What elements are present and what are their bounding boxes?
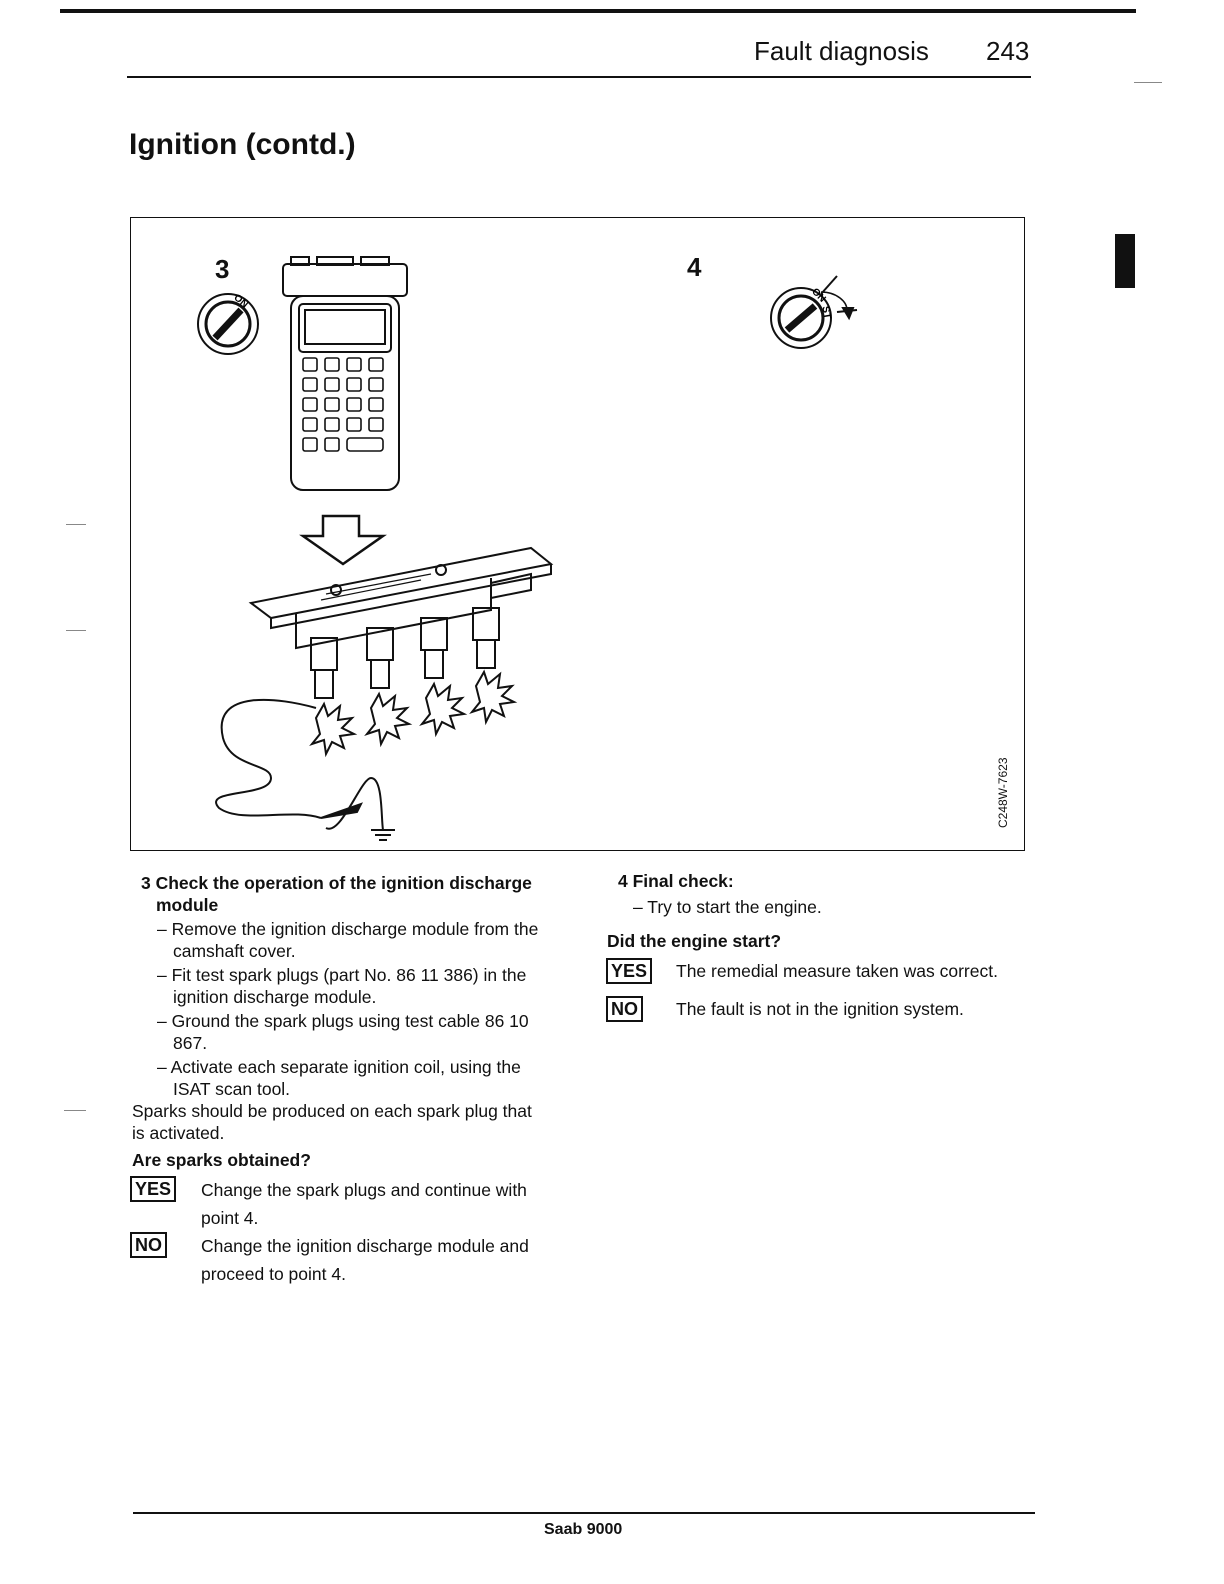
step-3-number: 3 (141, 873, 151, 893)
step-3-heading-line2: module (156, 895, 219, 915)
ignition-test-illustration (131, 218, 1024, 850)
step-3-no-badge: NO (130, 1232, 167, 1258)
step-4-question: Did the engine start? (607, 931, 782, 951)
step-3-heading (141, 872, 561, 916)
step-3-yes-text: Change the spark plugs and continue with point 4. (201, 1180, 527, 1228)
page-number: 243 (986, 36, 1030, 66)
footer-rule (133, 1512, 1035, 1514)
section-title: Fault diagnosis (754, 36, 929, 66)
margin-tick (64, 1110, 86, 1111)
scan-tool-icon (283, 257, 407, 490)
figure-label-3: 3 (215, 254, 230, 284)
step-3-bullet: – Ground the spark plugs using test cable 86 10 867. (157, 1011, 529, 1053)
step-3-question: Are sparks obtained? (132, 1150, 311, 1170)
down-arrow-icon (303, 516, 383, 564)
step-3-no-text: Change the ignition discharge module and proceed to point 4. (201, 1236, 529, 1284)
margin-tick (66, 630, 86, 631)
footer-title: Saab 9000 (544, 1521, 623, 1538)
step-3-note: Sparks should be produced on each spark plug that is activated. (132, 1101, 532, 1143)
page-title: Ignition (contd.) (129, 128, 356, 161)
step-4-no-badge: NO (606, 996, 643, 1022)
step-4-heading: 4 Final check: (618, 871, 734, 891)
ignition-discharge-module-icon (216, 548, 551, 840)
step-4-bullet: – Try to start the engine. (633, 897, 822, 917)
illustration-frame (130, 217, 1025, 851)
step-3-bullet: – Activate each separate ignition coil, using the ISAT scan tool. (157, 1057, 521, 1099)
margin-tick (66, 524, 86, 525)
step-3-yes-badge: YES (130, 1176, 176, 1202)
step-3-heading-line1: Check the operation of the ignition discharge (155, 873, 532, 893)
header-rule (127, 76, 1031, 78)
margin-tick (1134, 82, 1162, 83)
step-4-no-text: The fault is not in the ignition system. (676, 999, 964, 1019)
step-4-yes-text: The remedial measure taken was correct. (676, 961, 998, 981)
step-3-bullet-list (157, 918, 561, 1100)
step-3-bullet: – Remove the ignition discharge module from the camshaft cover. (157, 919, 539, 961)
step-4-yes-badge: YES (606, 958, 652, 984)
top-rule (60, 9, 1136, 13)
step-3-bullet: – Fit test spark plugs (part No. 86 11 386) in the ignition discharge module. (157, 965, 527, 1007)
st-label: ST (819, 305, 833, 320)
figure-label-4: 4 (687, 252, 702, 282)
chapter-marker (1115, 234, 1135, 288)
on-label-2: ON (809, 286, 828, 305)
figure-reference-code: C248W-7623 (996, 757, 1010, 828)
on-label: ON (231, 292, 250, 311)
ignition-switch-start-icon (771, 276, 857, 348)
